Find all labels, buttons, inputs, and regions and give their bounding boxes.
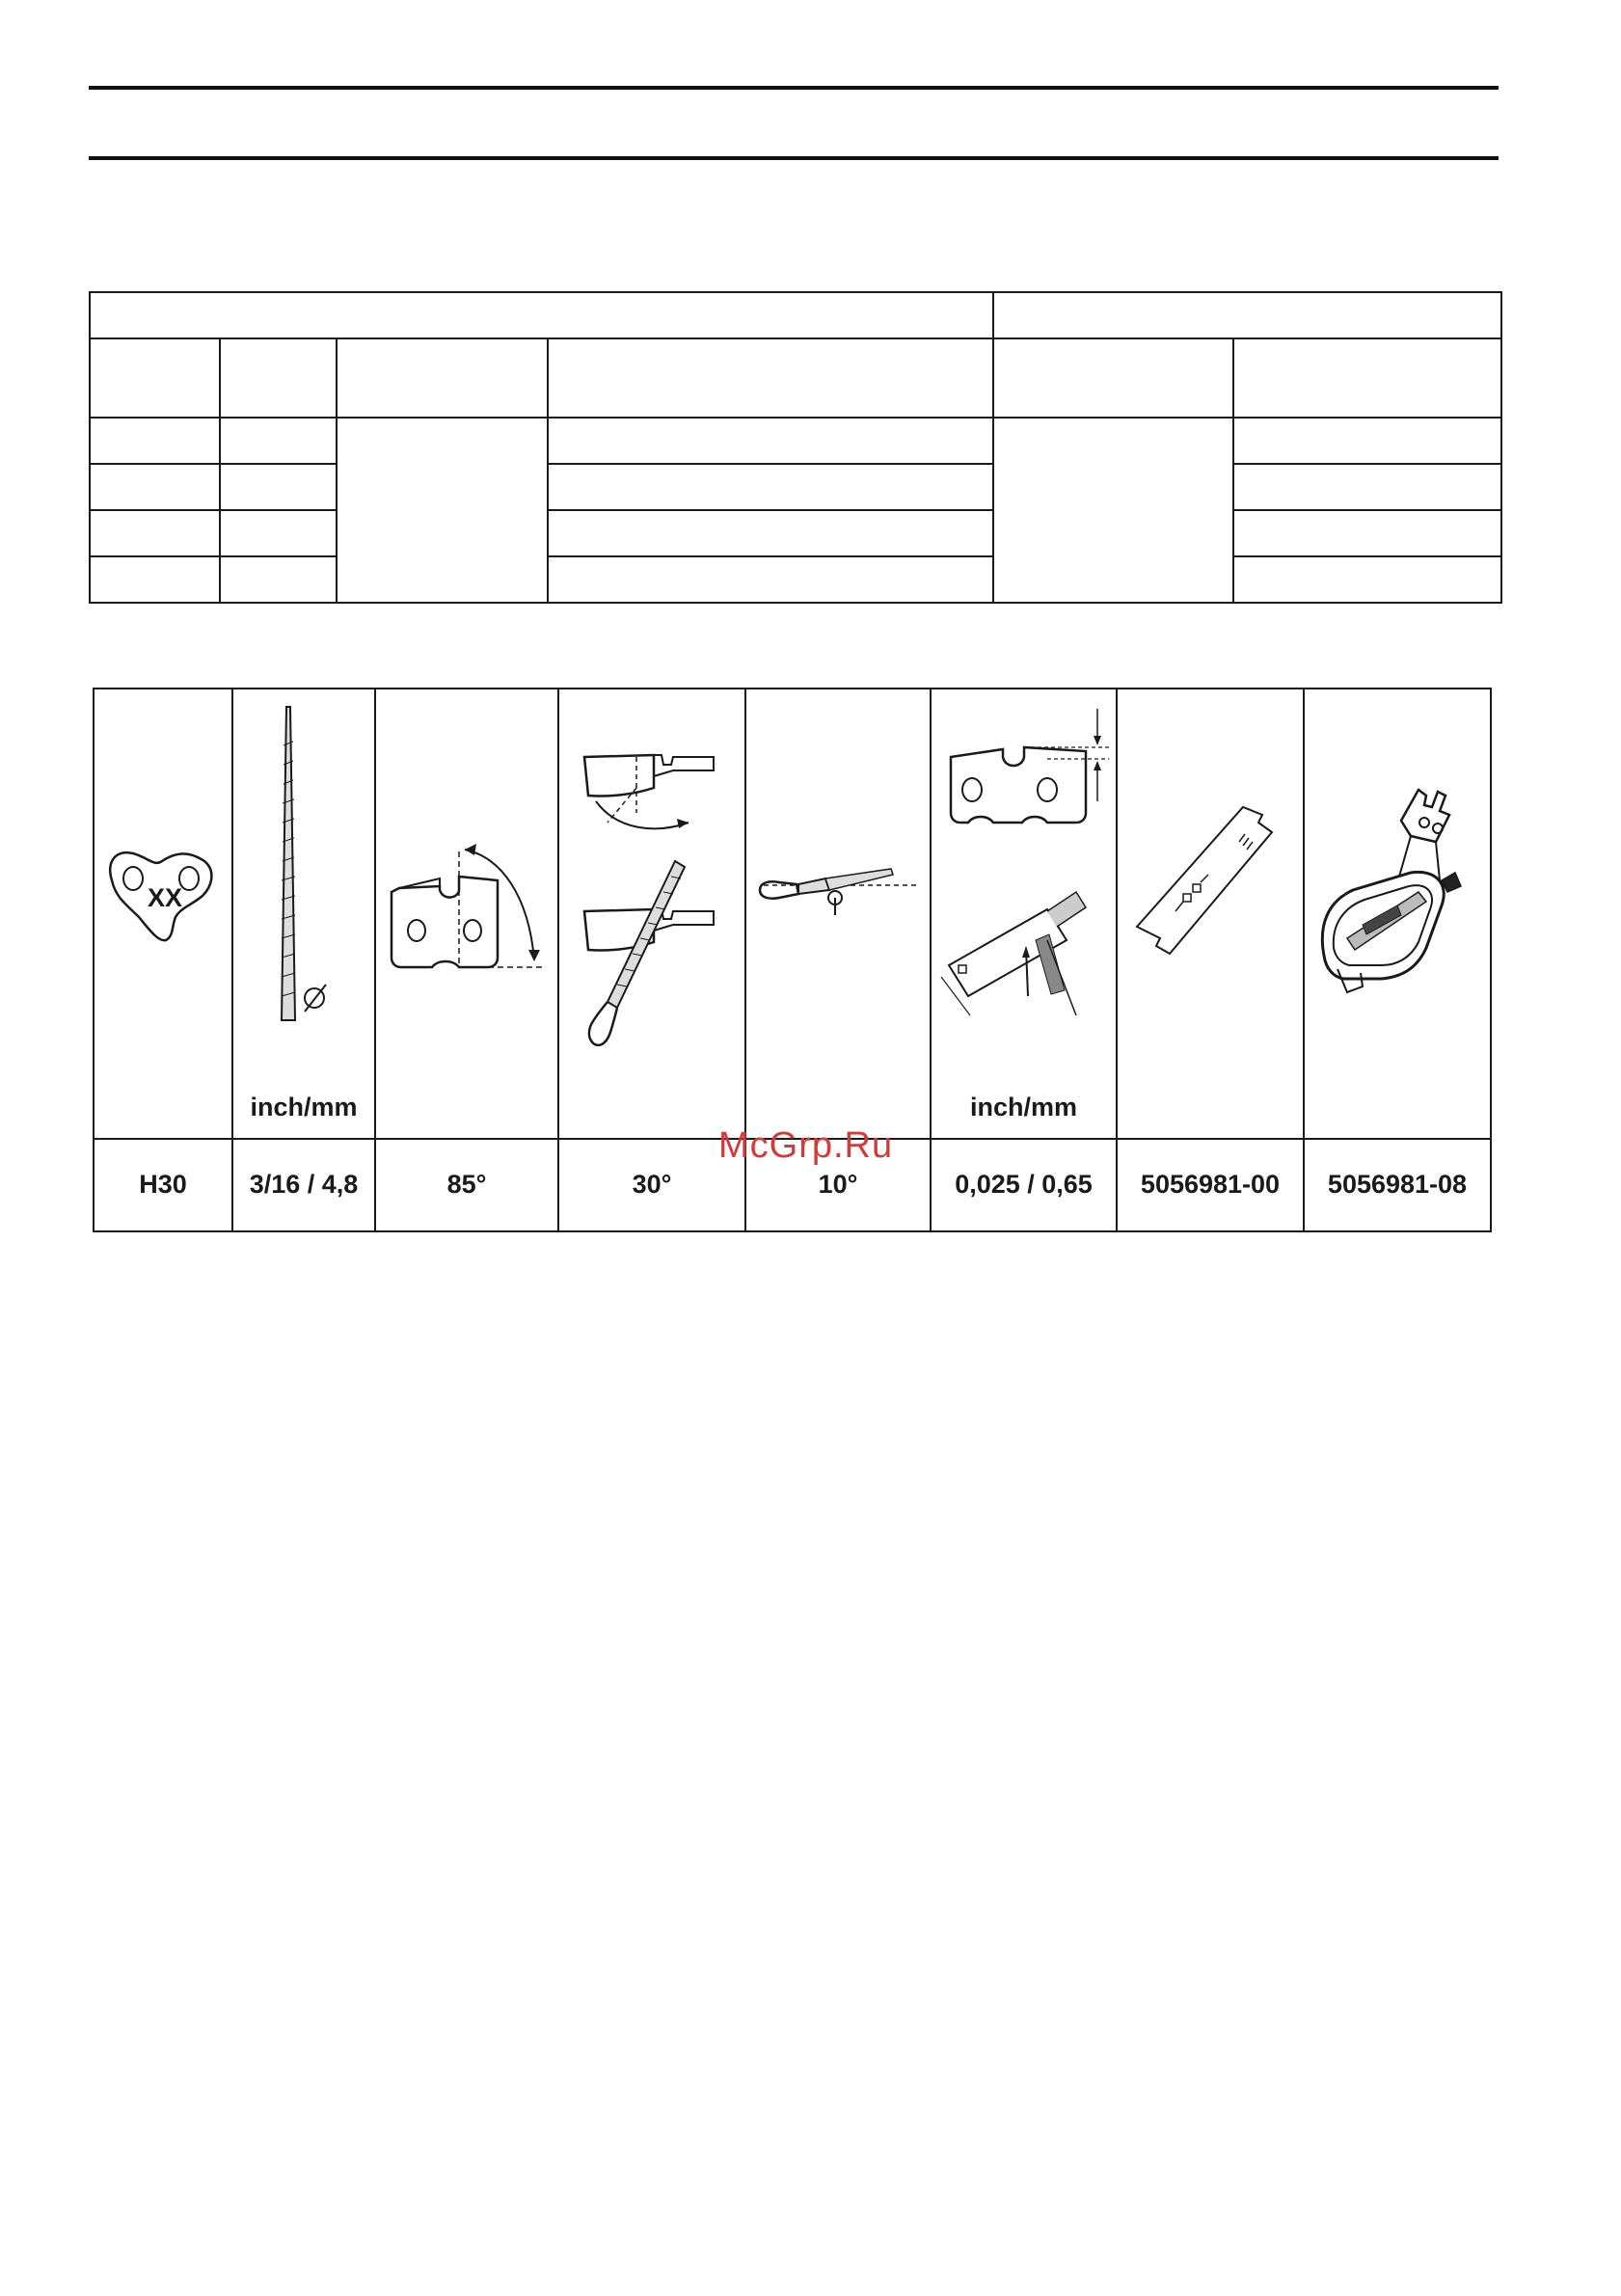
table-col-divider: [219, 338, 221, 604]
table-row-divider: [89, 338, 1502, 339]
file-holder-icon: [1305, 688, 1490, 1138]
filing-angle-value: 30°: [632, 1170, 672, 1199]
header-rule-bottom: [89, 156, 1499, 160]
file-diameter-value: 3/16 / 4,8: [249, 1170, 359, 1199]
table-row-divider: [1232, 463, 1502, 465]
watermark: McGrp.Ru: [718, 1125, 894, 1166]
table-row-divider: [89, 509, 336, 511]
header-rule-top: [89, 86, 1499, 90]
depth-gauge-value: 0,025 / 0,65: [955, 1170, 1093, 1199]
table-row-divider: [1232, 509, 1502, 511]
table-border-bottom: [89, 602, 1502, 604]
table-border-right: [1490, 688, 1492, 1232]
table-col-divider: [1232, 338, 1234, 604]
spec-table: [89, 291, 1502, 604]
table-row-divider: [1232, 555, 1502, 557]
depth-gauge-icon: [932, 688, 1116, 1138]
file-tilt-icon: [746, 688, 930, 1138]
cutter-marking-icon: [95, 688, 231, 1138]
table-header-divider: [89, 417, 1502, 419]
table-row-divider: [547, 555, 992, 557]
filing-angle-icon: [559, 688, 744, 1138]
table-border-bottom: [93, 1230, 1492, 1232]
table-row-divider: [547, 463, 992, 465]
top-plate-angle-icon: [376, 688, 557, 1138]
table-row-divider: [89, 555, 336, 557]
table-col-divider: [336, 338, 338, 604]
cutter-marking-text: XX: [148, 883, 183, 912]
chain-type-value: H30: [139, 1170, 187, 1199]
depth-gauge-unit: inch/mm: [969, 1093, 1078, 1121]
file-tilt-value: 10°: [818, 1170, 858, 1199]
file-holder-part-value: 5056981-08: [1327, 1170, 1468, 1199]
table-row-divider: [547, 509, 992, 511]
table-row-divider: [89, 463, 336, 465]
file-diameter-unit: inch/mm: [250, 1093, 358, 1121]
top-plate-angle-value: 85°: [446, 1170, 487, 1199]
file-gauge-part-value: 5056981-00: [1140, 1170, 1281, 1199]
round-file-icon: [233, 688, 374, 1138]
table-border-top: [89, 291, 1502, 293]
table-col-divider: [547, 338, 549, 604]
file-gauge-icon: [1118, 688, 1303, 1138]
